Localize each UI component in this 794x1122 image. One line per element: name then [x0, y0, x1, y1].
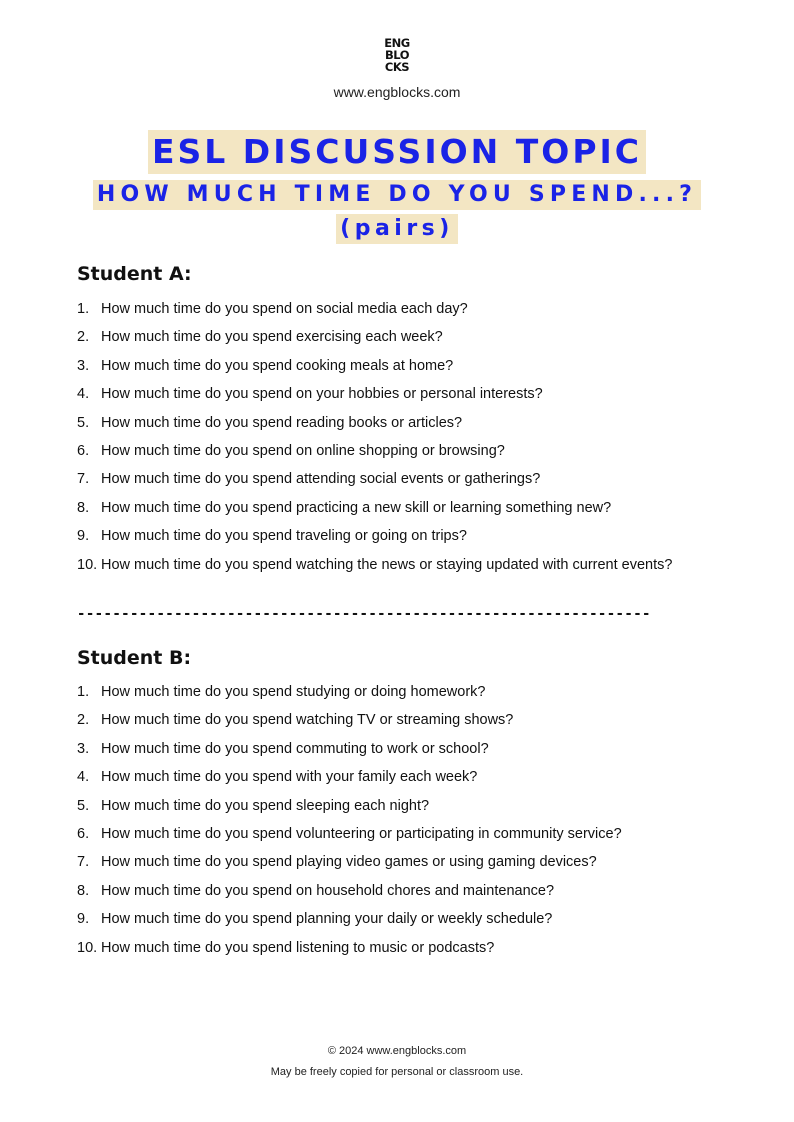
- mode-block: [0, 214, 794, 244]
- question-number: 3.: [77, 740, 90, 757]
- question-text: How much time do you spend playing video games or using gaming devices?: [101, 854, 597, 871]
- question-item: [77, 469, 677, 489]
- subtitle-block: [0, 180, 794, 210]
- question-number: 5.: [77, 797, 90, 814]
- logo-line: ENG: [384, 36, 410, 50]
- question-item: [77, 384, 677, 404]
- question-text: How much time do you spend on household chores and maintenance?: [101, 882, 555, 899]
- page-title: ESL DISCUSSION TOPIC: [148, 130, 646, 174]
- question-text: How much time do you spend on social media each day?: [101, 301, 468, 317]
- question-item: [77, 767, 677, 787]
- question-number: 4.: [77, 386, 90, 403]
- question-item: [77, 739, 677, 759]
- question-number: 6.: [77, 442, 90, 459]
- question-item: [77, 526, 677, 546]
- question-item: [77, 555, 677, 575]
- question-text: How much time do you spend with your family each week?: [101, 769, 478, 786]
- site-url: www.engblocks.com: [333, 84, 461, 100]
- question-number: 7.: [77, 471, 90, 488]
- question-text: How much time do you spend on online shopping or browsing?: [101, 442, 505, 459]
- logo-line: CKS: [384, 60, 410, 74]
- question-number: 7.: [77, 854, 90, 871]
- activity-mode: (pairs): [336, 214, 458, 244]
- question-number: 8.: [77, 882, 90, 899]
- question-text: How much time do you spend commuting to work or school?: [101, 740, 489, 757]
- question-text: How much time do you spend exercising each week?: [101, 329, 443, 346]
- question-item: [77, 909, 677, 929]
- question-text: How much time do you spend traveling or going on trips?: [101, 528, 467, 545]
- question-item: [77, 938, 677, 958]
- question-text: How much time do you spend planning your daily or weekly schedule?: [101, 911, 553, 928]
- question-text: How much time do you spend sleeping each night?: [101, 797, 430, 814]
- question-number: 1.: [77, 684, 90, 700]
- question-item: [77, 413, 677, 433]
- page-subtitle: HOW MUCH TIME DO YOU SPEND...?: [93, 180, 701, 210]
- section-divider: -----------------------------------------------------------------: [77, 606, 651, 622]
- question-number: 10.: [77, 939, 98, 956]
- question-number: 2.: [77, 329, 90, 346]
- question-text: How much time do you spend practicing a new skill or learning something new?: [101, 499, 612, 516]
- question-item: [77, 498, 677, 518]
- question-text: How much time do you spend cooking meals at home?: [101, 357, 454, 374]
- question-text: How much time do you spend watching TV or streaming shows?: [101, 712, 514, 729]
- question-text: How much time do you spend reading books or articles?: [101, 414, 463, 431]
- question-number: 10.: [77, 556, 98, 573]
- question-number: 4.: [77, 769, 90, 786]
- question-number: 3.: [77, 357, 90, 374]
- title-block: [0, 130, 794, 174]
- footer-copyright: © 2024 www.engblocks.com: [327, 1045, 467, 1057]
- question-item: [77, 682, 677, 702]
- question-item: [77, 299, 677, 319]
- student-b-question-list: [77, 682, 677, 966]
- question-item: [77, 824, 677, 844]
- question-item: [77, 852, 677, 872]
- question-text: How much time do you spend listening to music or podcasts?: [101, 939, 495, 956]
- question-item: [77, 327, 677, 347]
- footer-note: May be freely copied for personal or classroom use.: [270, 1066, 524, 1078]
- question-number: 8.: [77, 499, 90, 516]
- question-number: 5.: [77, 414, 90, 431]
- question-item: [77, 796, 677, 816]
- student-a-question-list: [77, 299, 677, 583]
- student-b-heading: Student B:: [77, 647, 192, 669]
- question-number: 9.: [77, 528, 90, 545]
- question-text: How much time do you spend attending social events or gatherings?: [101, 471, 541, 488]
- question-item: [77, 441, 677, 461]
- question-text: How much time do you spend watching the news or staying updated with current events?: [101, 556, 673, 573]
- student-a-heading: Student A:: [77, 263, 192, 285]
- question-item: [77, 881, 677, 901]
- question-text: How much time do you spend volunteering or participating in community service?: [101, 825, 622, 842]
- question-text: How much time do you spend on your hobbies or personal interests?: [101, 386, 543, 403]
- logo-line: BLO: [385, 48, 409, 62]
- question-number: 9.: [77, 911, 90, 928]
- engblocks-logo: [378, 37, 416, 73]
- question-item: [77, 710, 677, 730]
- question-text: How much time do you spend studying or doing homework?: [101, 684, 486, 700]
- question-item: [77, 356, 677, 376]
- question-number: 2.: [77, 712, 90, 729]
- question-number: 6.: [77, 825, 90, 842]
- question-number: 1.: [77, 301, 90, 317]
